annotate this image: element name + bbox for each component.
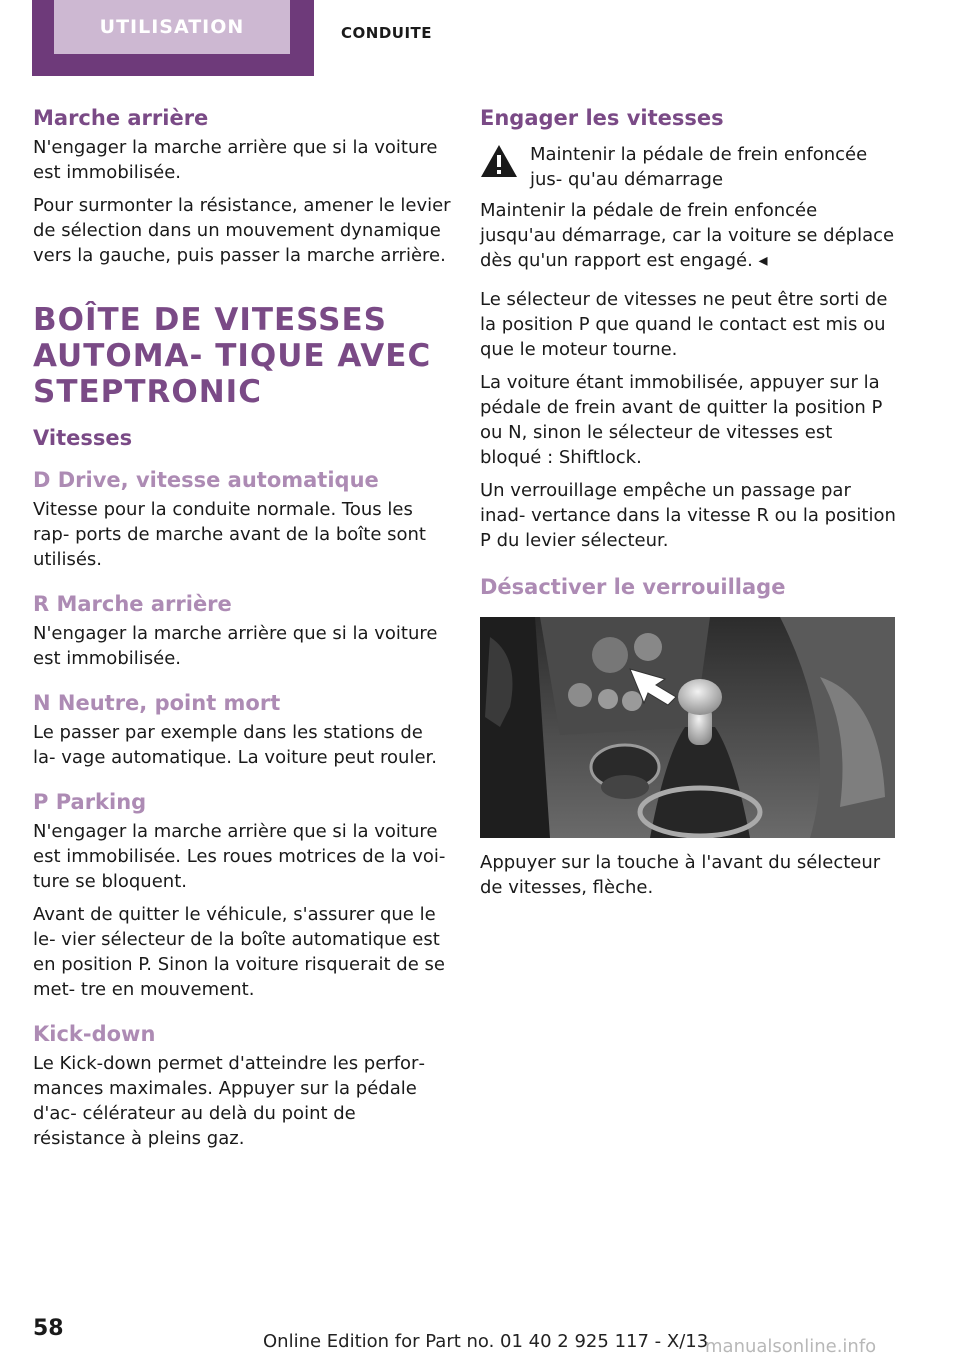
reverse-text: N'engager la marche arrière que si la voiture est immobilisée.: [33, 623, 438, 669]
gear-selector-photo: [480, 617, 895, 838]
engager-text-3: Un verrouillage empêche un passage par inad‐ vertance dans la vitesse R ou la position P du levier sélecteur.: [480, 480, 896, 551]
warning-title: Maintenir la pédale de frein enfoncée jus‐ qu'au démarrage: [530, 144, 868, 190]
vitesses-heading: Vitesses: [33, 426, 133, 450]
watermark: manualsonline.info: [705, 1336, 877, 1357]
tab-utilisation[interactable]: UTILISATION: [54, 0, 290, 54]
reverse-heading: R Marche arrière: [33, 592, 232, 616]
engager-text-1: Le sélecteur de vitesses ne peut être sorti de la position P que quand le contact est mis ou que le moteur tourne.: [480, 289, 888, 360]
warning-body: Maintenir la pédale de frein enfoncée jusqu'au démarrage, car la voiture se déplace dès qu'un rapport est engagé. ◂: [480, 200, 895, 271]
desactiver-heading: Désactiver le verrouillage: [480, 575, 786, 599]
warning-block: [480, 142, 898, 192]
neutral-text: Le passer par exemple dans les stations de la‐ vage automatique. La voiture peut rouler.: [33, 722, 438, 768]
neutral-heading: N Neutre, point mort: [33, 691, 281, 715]
parking-text-1: N'engager la marche arrière que si la voiture est immobilisée. Les roues motrices de la voi‐ ture se bloquent.: [33, 821, 446, 892]
parking-heading: P Parking: [33, 790, 147, 814]
marche-arriere-text-2: Pour surmonter la résistance, amener le levier de sélection dans un mouvement dynamique vers la gauche, puis passer la marche arrière.: [33, 195, 451, 266]
tab-conduite[interactable]: CONDUITE: [341, 24, 433, 42]
left-column: [33, 106, 451, 1159]
section-title: BOÎTE DE VITESSES AUTOMA‐ TIQUE AVEC STEPTRONIC: [33, 302, 432, 410]
kickdown-heading: Kick-down: [33, 1022, 156, 1046]
header-tab-frame: [32, 0, 314, 76]
parking-text-2: Avant de quitter le véhicule, s'assurer que le le‐ vier sélecteur de la boîte automatique est en position P. Sinon la voiture risquerait de se met‐ tre en mouvement.: [33, 904, 445, 1000]
marche-arriere-text-1: N'engager la marche arrière que si la voiture est immobilisée.: [33, 137, 438, 183]
warning-triangle-icon: [480, 144, 518, 178]
drive-heading: D Drive, vitesse automatique: [33, 468, 379, 492]
footer-edition: Online Edition for Part no. 01 40 2 925 117 - X/13: [263, 1331, 709, 1352]
kickdown-text: Le Kick-down permet d'atteindre les perfor‐ mances maximales. Appuyer sur la pédale d'ac‐ célérateur au delà du point de résistance à pleins gaz.: [33, 1053, 425, 1149]
page-number: 58: [33, 1316, 64, 1341]
drive-text: Vitesse pour la conduite normale. Tous les rap‐ ports de marche avant de la boîte sont utilisés.: [33, 499, 426, 570]
marche-arriere-heading: Marche arrière: [33, 106, 209, 130]
engager-text-2: La voiture étant immobilisée, appuyer sur la pédale de frein avant de quitter la position P ou N, sinon le sélecteur de vitesses est bloqué : Shiftlock.: [480, 372, 883, 468]
engager-heading: Engager les vitesses: [480, 106, 724, 130]
right-column: [480, 106, 898, 908]
desactiver-caption: Appuyer sur la touche à l'avant du sélecteur de vitesses, flèche.: [480, 852, 881, 898]
